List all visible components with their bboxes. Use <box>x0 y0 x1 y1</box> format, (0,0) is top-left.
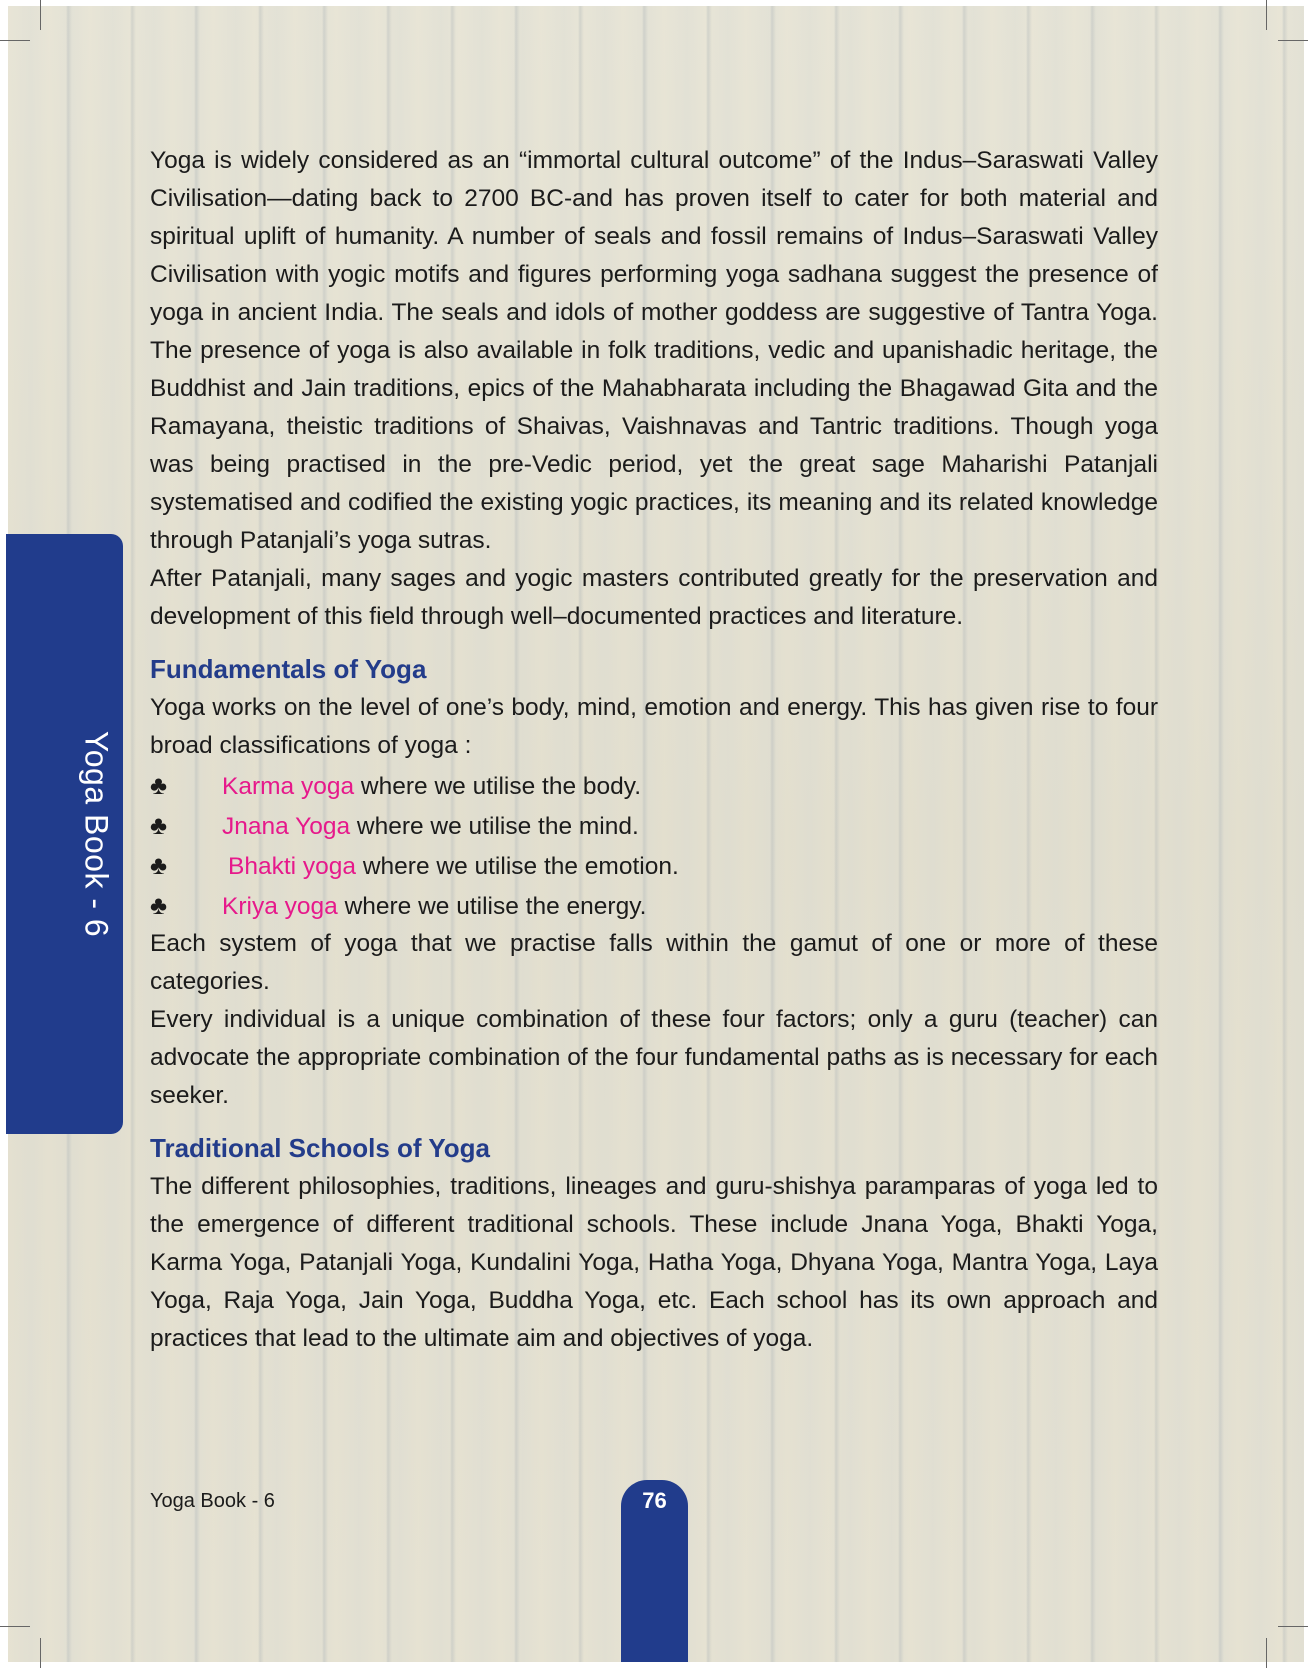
bullet-text: where we utilise the energy. <box>337 893 647 920</box>
club-bullet-icon: ♣ <box>150 770 168 800</box>
footer-book-title: Yoga Book - 6 <box>150 1490 275 1512</box>
bullet-text: where we utilise the mind. <box>350 813 639 840</box>
traditional-schools-heading: Traditional Schools of Yoga <box>150 1133 490 1163</box>
club-bullet-icon: ♣ <box>150 810 168 840</box>
crop-mark-top-right-v <box>1266 0 1267 30</box>
fundamentals-paragraph-2: Every individual is a unique combination of these four factors; only a guru (teacher) can advocate the appropriate combination of the four fundamental paths as is necessary for each seeker. <box>150 1006 1158 1109</box>
crop-mark-bottom-left-v <box>40 1638 41 1668</box>
bullet-term: Kriya yoga <box>222 893 338 920</box>
intro-paragraph-1: Yoga is widely considered as an “immortal cultural outcome” of the Indus–Saraswati Valley Civilisation—dating back to 2700 BC-and has proven itself to cater for both material and spiritual uplift of humanity. A number of seals and fossil remains of Indus–Saraswati Valley Civilisation with yogic motifs and figures performing yoga sadhana suggest the presence of yoga in ancient India. The seals and idols of mother goddess are suggestive of Tantra Yoga. The presence of yoga is also available in folk traditions, vedic and upanishadic heritage, the Buddhist and Jain traditions, epics of the Mahabharata including the Bhagawad Gita and the Ramayana, theistic traditions of Shaivas, Vaishnavas and Tantric traditions. Though yoga was being practised in the pre-Vedic period, yet the great sage Maharishi Patanjali systematised and codified the existing yogic practices, its meaning and its related knowledge through Patanjali’s yoga sutras. <box>150 147 1158 554</box>
traditional-schools-paragraph: The different philosophies, traditions, lineages and guru-shishya paramparas of yoga led to the emergence of different traditional schools. These include Jnana Yoga, Bhakti Yoga, Karma Yoga, Patanjali Yoga, Kundalini Yoga, Hatha Yoga, Dhyana Yoga, Mantra Yoga, Laya Yoga, Raja Yoga, Jain Yoga, Buddha Yoga, etc. Each school has its own approach and practices that lead to the ultimate aim and objectives of yoga. <box>150 1173 1158 1352</box>
bullet-text: where we utilise the body. <box>354 773 642 800</box>
bullet-text: where we utilise the emotion. <box>356 853 679 880</box>
bullet-term: Bhakti yoga <box>228 853 357 880</box>
club-bullet-icon: ♣ <box>150 890 168 920</box>
page-content <box>150 142 1158 1358</box>
crop-mark-top-left-h <box>0 40 30 41</box>
fundamentals-paragraph-1: Each system of yoga that we practise falls within the gamut of one or more of these categories. <box>150 930 1158 995</box>
side-tab-label: Yoga Book - 6 <box>78 730 115 938</box>
crop-mark-bottom-right-h <box>1278 1626 1308 1627</box>
crop-mark-bottom-right-v <box>1266 1638 1267 1668</box>
club-bullet-icon: ♣ <box>150 850 168 880</box>
crop-mark-top-right-h <box>1278 40 1308 41</box>
bullet-term: Jnana Yoga <box>222 813 351 840</box>
list-item <box>150 845 1158 885</box>
intro-paragraph-2: After Patanjali, many sages and yogic masters contributed greatly for the preservation and development of this field through well–documented practices and literature. <box>150 565 1158 630</box>
page-number-tab <box>621 1480 688 1662</box>
page-number: 76 <box>642 1488 667 1513</box>
crop-mark-top-left-v <box>40 0 41 30</box>
bullet-term: Karma yoga <box>222 773 355 800</box>
list-item <box>150 885 1158 925</box>
yoga-classification-list <box>150 765 1158 925</box>
list-item <box>150 805 1158 845</box>
fundamentals-intro: Yoga works on the level of one’s body, mind, emotion and energy. This has given rise to four broad classifications of yoga : <box>150 694 1158 759</box>
fundamentals-heading: Fundamentals of Yoga <box>150 654 427 684</box>
crop-mark-bottom-left-h <box>0 1626 30 1627</box>
list-item <box>150 765 1158 805</box>
